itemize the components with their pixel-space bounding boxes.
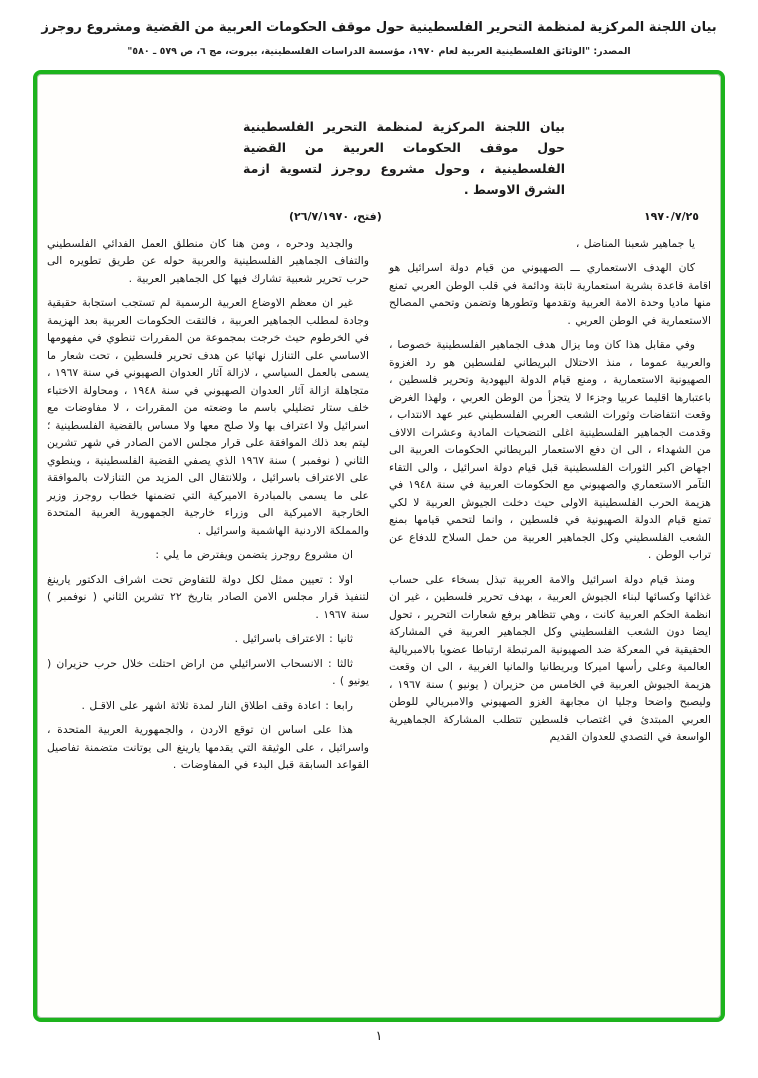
paragraph-item-fourth: رابعا : اعادة وقف اطلاق النار لمدة ثلاثة اشهر على الاقـل . <box>81 698 353 712</box>
paragraph: غير ان معظم الاوضاع العربية الرسمية لم تستجب استجابة حقيقية وجادة لمطلب الجماهير العربية ، فالتقت الحكومات العربية بعد الهزيمة في الخرطوم حيث خرجت بمجموعة من المقررات تنطوي في مفهومها الاساسي على التنازل نهائيا عن هدف تحرير فلسطين ، تحت شعار ما يسمى بالعمل السياسي ، لازالة آثار العدوان الصهيوني في سنة ١٩٦٧ ، متجاهلة ازالة آثار العدوان الصهيوني في سنة ١٩٤٨ ، ومحاولة الاختباء خلف ستار تضليلي باسم ما وضعته من المقررات ، لا مفاوضات مع اسرائيل ولا اعتراف بها ولا صلح معها ولا مساس بالقضية الفلسطينية ؛ ليتم بعد ذلك الموافقة على قرار مجلس الامن الصادر في شهر تشرين الثاني ( نوفمبر ) سنة ١٩٦٧ الذي يصفي القضية الفلسطينية ، وينطوي على الاعتراف باسرائيل ، وللانتقال الى المزيد من التنازلات بالموافقة على ما يسمى بالمبادرة الاميركية التي تضمنها خطاب روجرز وزير الخارجية الاميركية الى وزراء خارجية الجمهورية العربية المتحدة والمملكة الاردنية الهاشمية واسرائيل . <box>47 296 369 537</box>
document-title: بيان اللجنة المركزية لمنظمة التحرير الفلسطينية حول موقف الحكومات العربية من القضية الفلسطينية ، وحول مشروع روجرز لتسوية ازمة الشرق الاوسط . <box>243 118 565 197</box>
paragraph: كان الهدف الاستعماري ـــ الصهيوني من قيام دولة اسرائيل هو اقامة قاعدة بشرية استعمارية ثابتة ودائمة في قلب الوطن العربي تمنع منها ماديا وحدة الامة العربية وتقدمها وتطورها وتضمن وتحمي المصالح الاستعمارية في الوطن العربي . <box>389 261 711 327</box>
paragraph-item-first: اولا : تعيين ممثل لكل دولة للتفاوض تحت اشراف الدكتور يارينغ لتنفيذ قرار مجلس الامن الصادر بتاريخ ٢٢ تشرين الثاني ( نوفمبر ) سنة ١٩٦٧ . <box>47 572 370 621</box>
paragraph: ومنذ قيام دولة اسرائيل والامة العربية تبذل بسخاء على حساب غذائها وكسائها لبناء الجيوش العربية ، بهدف تحرير فلسطين ، غير ان انظمة الحكم العربية كانت ، وهي تتظاهر برفع شعارات التحرير ، تحول ايضا دون الشعب الفلسطيني وكل الجماهير العربية في المشاركة الحقيقية في المعركة ضد الصهيونية المرتبطة ارتباطا عضويا بالامبريالية العالمية وعلى رأسها اميركا وبريطانيا والمانيا الغربية ، الى ان وقعت هزيمة الجيوش العربية في الخامس من حزيران ( يونيو ) سنة ١٩٦٧ ، وليصبح واضحا وجليا ان مجابهة الغزو الصهيوني والامبريالي للوطن العربي المبتدئ في اغتصاب فلسطين تتطلب المشاركة الجماهيرية الواسعة في التصدي للعدوان القديم <box>389 572 711 744</box>
paragraph-item-third: ثالثا : الانسحاب الاسرائيلي من اراض احتلت خلال حرب حزيران ( يونيو ) . <box>47 656 369 688</box>
paragraph-salutation: يا جماهير شعبنا المناضل ، <box>575 236 695 250</box>
date-row <box>47 210 711 223</box>
paragraph: والجديد ودحره ، ومن هنا كان منطلق العمل الفدائي الفلسطيني والتفاف الجماهير الفلسطينية والعربية حوله عن طريق تطويره الى حرب تحرير شعبية تشارك فيها كل الجماهير العربية . <box>47 236 369 285</box>
paragraph-item-second: ثانيا : الاعتراف باسرائيل . <box>234 632 353 646</box>
page-title: بيان اللجنة المركزية لمنظمة التحرير الفلسطينية حول موقف الحكومات العربية من القضية ومشروع روجرز <box>41 20 717 35</box>
right-column <box>389 235 711 774</box>
page-footer <box>0 1029 758 1044</box>
page-number: ١ <box>375 1028 383 1044</box>
paragraph-closing: هذا على اساس ان توقع الاردن ، والجمهورية العربية المتحدة ، واسرائيل ، على الوثيقة التي يقدمها يارينغ الى يوتانت متضمنة تفاصيل القواعد السابقة قبل البدء في المفاوضات . <box>47 723 369 772</box>
paragraph-list-intro: ان مشروع روجرز يتضمن ويفترض ما يلي : <box>155 548 353 562</box>
text-columns <box>47 235 711 774</box>
scanned-document <box>37 74 721 774</box>
document-date: ١٩٧٠/٧/٢٥ <box>643 209 699 223</box>
publication-reference: (فتح، ٢٦/٧/١٩٧٠) <box>289 209 382 223</box>
page-header <box>0 0 758 57</box>
paragraph: وفي مقابل هذا كان وما يزال هدف الجماهير الفلسطينية خصوصا ، والعربية عموما ، منذ الاحتلال البريطاني لفلسطين هو رد الغزوة الصهيونية الاستعمارية ، ومنع قيام الدولة اليهودية وتحرير فلسطين ، باعتبارها اقليما عربيا وجزءا لا يتجزأ من الوطن العربي ، ولهذا الغرض وقعت انتفاضات وثورات الشعب العربي الفلسطيني عبر عهد الانتداب ، وقدمت الجماهير الفلسطينية اغلى التضحيات المادية وعشرات الالاف من الشهداء ، الى ان دفع الاستعمار البريطاني الحكومات العربية الى اجهاض اكبر الثورات الفلسطينية قبل قيام دولة اسرائيل ، والى التقاء التآمر الاستعماري والصهيوني مع الحكومات العربية في سنة ١٩٤٨ في هزيمة الحرب الفلسطينية الاولى حيث دخلت الجيوش العربية لا لكي تمنع قيام الدولة الصهيونية في فلسطين ، وانما لتحمي قيامها بمنع الشعب الفلسطيني وكل الجماهير العربية من حمل السلاح للدفاع عن تراب الوطن . <box>389 338 711 562</box>
source-line: المصدر: "الوثائق الفلسطينية العربية لعام ١٩٧٠، مؤسسة الدراسات الفلسطينية، بيروت، مج ٦، ص ٥٧٩ ـ ٥٨٠" <box>127 45 631 57</box>
left-column <box>47 235 369 774</box>
document-frame <box>33 70 725 1022</box>
